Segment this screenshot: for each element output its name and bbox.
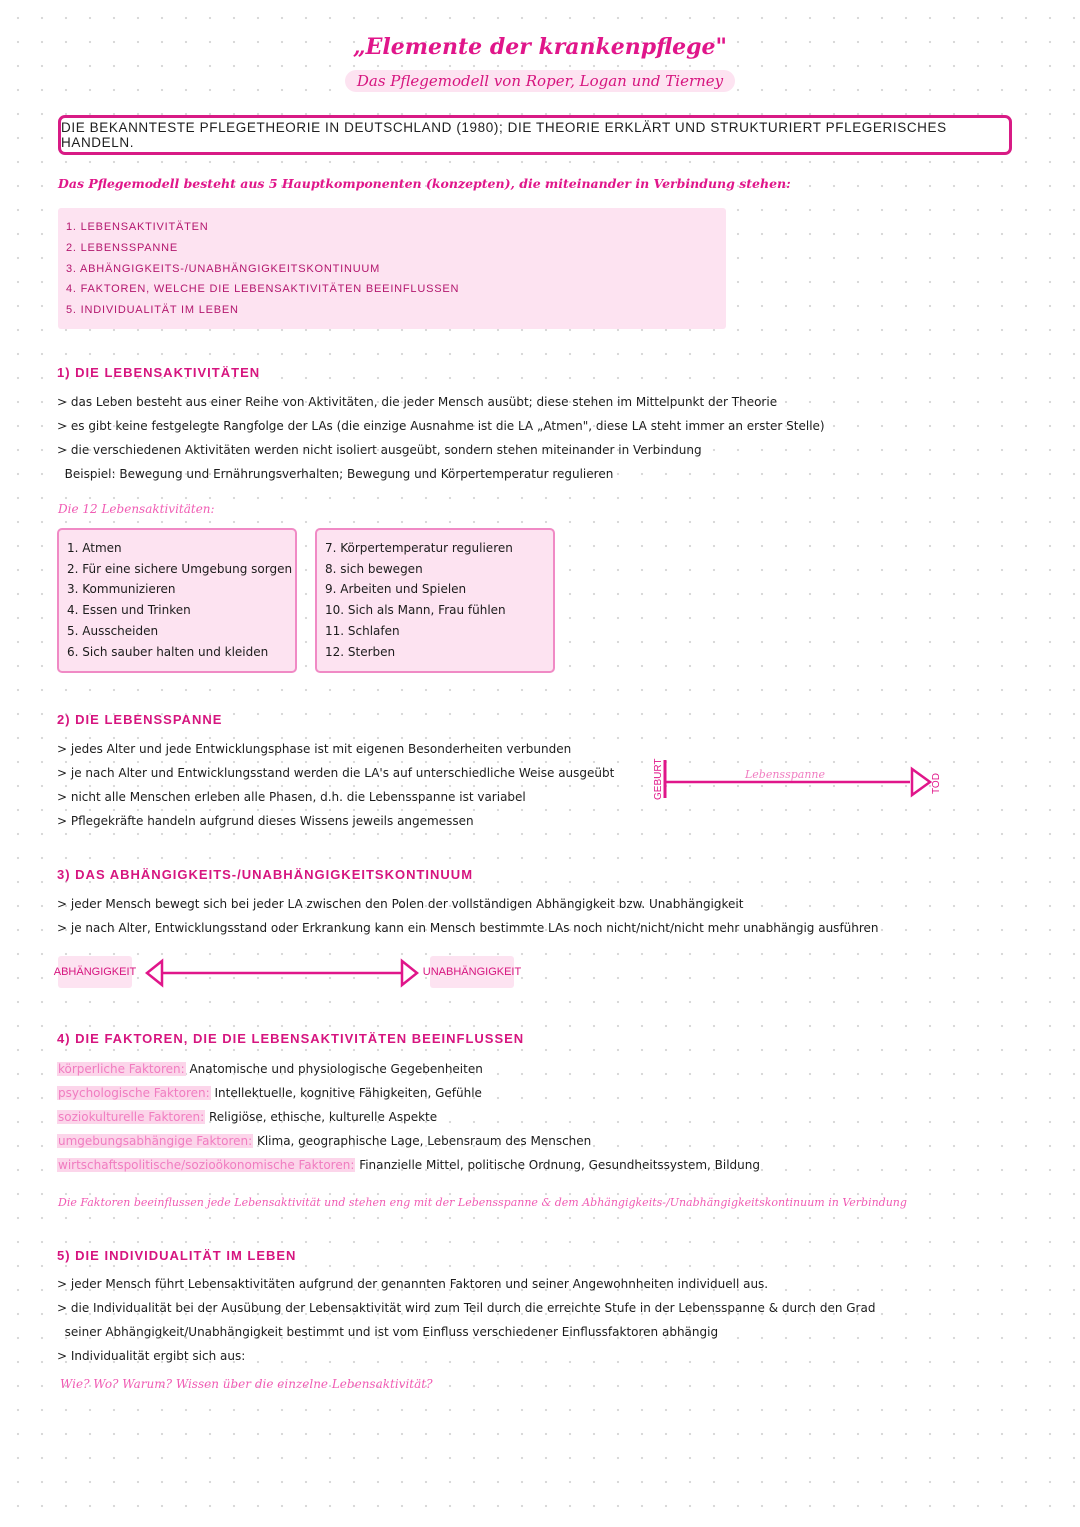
component-item: 5. INDIVIDUALITÄT IM LEBEN bbox=[66, 304, 239, 317]
text-line: > das Leben besteht aus einer Reihe von Aktivitäten, die jeder Mensch ausübt; diese stehen im Mittelpunkt der Theorie bbox=[57, 395, 778, 409]
lifespan-arrowhead bbox=[912, 769, 930, 795]
factor-row bbox=[57, 1153, 760, 1177]
factor-row bbox=[57, 1057, 760, 1081]
components-list bbox=[58, 208, 726, 329]
lifespan-diagram bbox=[640, 752, 960, 812]
activity-item: 8. sich bewegen bbox=[325, 561, 423, 576]
activity-item: 4. Essen und Trinken bbox=[67, 603, 191, 618]
lifespan-start-label: GEBURT bbox=[653, 758, 664, 800]
activity-item: 5. Ausscheiden bbox=[67, 623, 159, 638]
text-line: Beispiel: Bewegung und Ernährungsverhalten; Bewegung und Körpertemperatur regulieren bbox=[57, 467, 614, 481]
factor-description: Intellektuelle, kognitive Fähigkeiten, Gefühle bbox=[210, 1086, 482, 1100]
factors-note: Die Faktoren beeinflussen jede Lebensaktivität und stehen eng mit der Lebensspanne & dem Abhängigkeits-/Unabhängigkeitskontinuum in Verbindung bbox=[58, 1196, 907, 1209]
text-line: > jeder Mensch bewegt sich bei jeder LA zwischen den Polen der vollständigen Abhängigkeit bzw. Unabhängigkeit bbox=[57, 897, 744, 911]
section-5-heading: 5) DIE INDIVIDUALITÄT IM LEBEN bbox=[57, 1248, 297, 1263]
factor-row bbox=[57, 1105, 760, 1129]
text-line: > jedes Alter und jede Entwicklungsphase ist mit eigenen Besonderheiten verbunden bbox=[57, 742, 572, 756]
factor-row bbox=[57, 1081, 760, 1105]
factor-row bbox=[57, 1129, 760, 1153]
intro-text: DIE BEKANNTESTE PFLEGETHEORIE IN DEUTSCHLAND (1980); DIE THEORIE ERKLÄRT UND STRUKTURIERT PFLEGERISCHES HANDELN. bbox=[61, 120, 947, 150]
dependence-label: ABHÄNGIGKEIT bbox=[53, 966, 137, 978]
factor-label: körperliche Faktoren: bbox=[58, 1062, 185, 1076]
intro-box bbox=[58, 115, 1012, 155]
lifespan-label: Lebensspanne bbox=[744, 768, 826, 781]
independence-label: UNABHÄNGIGKEIT bbox=[422, 966, 522, 978]
activity-item: 2. Für eine sichere Umgebung sorgen bbox=[67, 561, 293, 576]
factors-list bbox=[57, 1057, 760, 1177]
factor-description: Anatomische und physiologische Gegebenheiten bbox=[185, 1062, 483, 1076]
factor-label: wirtschaftspolitische/sozioökonomische Faktoren: bbox=[58, 1158, 355, 1172]
section-5-text bbox=[57, 1272, 875, 1368]
factor-label: psychologische Faktoren: bbox=[58, 1086, 210, 1100]
text-line: > je nach Alter und Entwicklungsstand werden die LA's auf unterschiedliche Weise ausgeübt bbox=[57, 766, 615, 780]
section-3-text bbox=[57, 892, 879, 940]
text-line: > Pflegekräfte handeln aufgrund dieses Wissens jeweils angemessen bbox=[57, 814, 474, 828]
text-line: > es gibt keine festgelegte Rangfolge der LAs (die einzige Ausnahme ist die LA „Atmen", diese LA steht immer an erster Stelle) bbox=[57, 419, 825, 433]
activity-item: 11. Schlafen bbox=[325, 623, 400, 638]
section-4-heading: 4) DIE FAKTOREN, DIE DIE LEBENSAKTIVITÄTEN BEEINFLUSSEN bbox=[57, 1031, 525, 1046]
component-item: 3. ABHÄNGIGKEITS-/UNABHÄNGIGKEITSKONTINUUM bbox=[66, 262, 381, 275]
section-3-heading: 3) DAS ABHÄNGIGKEITS-/UNABHÄNGIGKEITSKONTINUUM bbox=[57, 867, 474, 882]
text-line: > Individualität ergibt sich aus: bbox=[57, 1349, 246, 1363]
text-line: > nicht alle Menschen erleben alle Phasen, d.h. die Lebensspanne ist variabel bbox=[57, 790, 526, 804]
activities-note: Die 12 Lebensaktivitäten: bbox=[58, 502, 215, 516]
section-1-heading: 1) DIE LEBENSAKTIVITÄTEN bbox=[57, 365, 261, 380]
individuality-note: Wie? Wo? Warum? Wissen über die einzelne Lebensaktivität? bbox=[60, 1377, 433, 1391]
activity-item: 6. Sich sauber halten und kleiden bbox=[67, 644, 269, 659]
text-line: > je nach Alter, Entwicklungsstand oder Erkrankung kann ein Mensch bestimmte LAs noch nicht/nicht/nicht mehr unabhängig ausführen bbox=[57, 921, 879, 935]
factor-description: Finanzielle Mittel, politische Ordnung, Gesundheitssystem, Bildung bbox=[355, 1158, 761, 1172]
section-2-heading: 2) DIE LEBENSSPANNE bbox=[57, 712, 223, 727]
section-1-text bbox=[57, 390, 825, 486]
text-line: > jeder Mensch führt Lebensaktivitäten aufgrund der genannten Faktoren und seiner Angewohnheiten individuell aus. bbox=[57, 1277, 769, 1291]
activity-item: 12. Sterben bbox=[325, 644, 396, 659]
activity-item: 1. Atmen bbox=[67, 541, 122, 555]
activities-box-right bbox=[315, 528, 555, 673]
component-item: 1. LEBENSAKTIVITÄTEN bbox=[66, 221, 209, 233]
text-line: seiner Abhängigkeit/Unabhängigkeit bestimmt und ist vom Einfluss verschiedener Einflussfaktoren abhängig bbox=[57, 1325, 719, 1339]
factor-description: Religiöse, ethische, kulturelle Aspekte bbox=[205, 1110, 438, 1124]
component-item: 4. FAKTOREN, WELCHE DIE LEBENSAKTIVITÄTEN BEEINFLUSSEN bbox=[66, 283, 460, 296]
page-subtitle: Das Pflegemodell von Roper, Logan und Tierney bbox=[345, 70, 735, 92]
activities-box-left bbox=[57, 528, 297, 673]
lifespan-end-label: TOD bbox=[931, 773, 942, 794]
page-title: „Elemente der krankenpflege" bbox=[352, 34, 728, 60]
factor-description: Klima, geographische Lage, Lebensraum des Menschen bbox=[253, 1134, 592, 1148]
subtitle-container bbox=[0, 70, 1080, 92]
factor-label: umgebungsabhängige Faktoren: bbox=[58, 1134, 253, 1148]
factor-label: soziokulturelle Faktoren: bbox=[58, 1110, 205, 1124]
activity-item: 9. Arbeiten und Spielen bbox=[325, 582, 467, 597]
text-line: > die Individualität bei der Ausübung der Lebensaktivität wird zum Teil durch die erreichte Stufe in der Lebensspanne & durch den Grad bbox=[57, 1301, 876, 1315]
activity-item: 3. Kommunizieren bbox=[67, 582, 176, 597]
independence-tag bbox=[422, 956, 522, 988]
component-item: 2. LEBENSSPANNE bbox=[66, 241, 179, 254]
text-line: > die verschiedenen Aktivitäten werden nicht isoliert ausgeübt, sondern stehen miteinander in Verbindung bbox=[57, 443, 702, 457]
activity-item: 10. Sich als Mann, Frau fühlen bbox=[325, 603, 506, 618]
section-2-text bbox=[57, 737, 614, 833]
continuum-left-arrowhead bbox=[147, 961, 162, 985]
components-lead: Das Pflegemodell besteht aus 5 Hauptkomponenten (konzepten), die miteinander in Verbindung stehen: bbox=[58, 176, 791, 191]
activity-item: 7. Körpertemperatur regulieren bbox=[325, 541, 513, 555]
dependence-tag bbox=[53, 956, 137, 988]
continuum-arrow bbox=[140, 956, 430, 990]
continuum-right-arrowhead bbox=[402, 961, 417, 985]
